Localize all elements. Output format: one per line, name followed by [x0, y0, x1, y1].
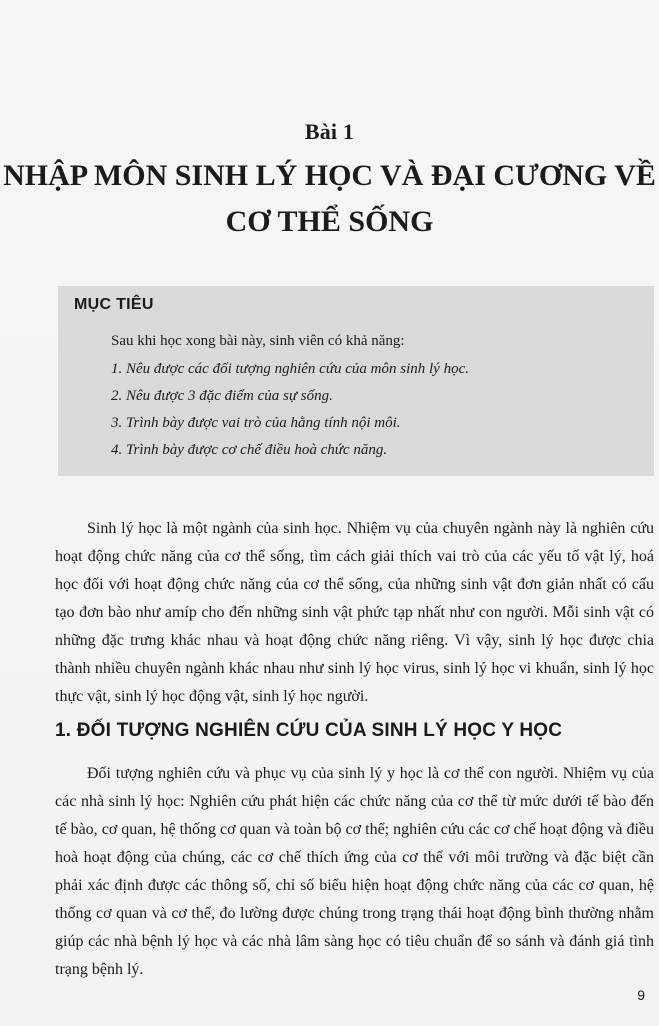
chapter-title: NHẬP MÔN SINH LÝ HỌC VÀ ĐẠI CƯƠNG VỀ CƠ THỂ SỐNG [3, 159, 656, 238]
objective-item: 1. Nêu được các đối tượng nghiên cứu của môn sinh lý học. [111, 361, 469, 377]
intro-paragraph: Sinh lý học là một ngành của sinh học. Nhiệm vụ của chuyên ngành này là nghiên cứu hoạt động chức năng của cơ thể sống, tìm cách giải thích vai trò của các yếu tố vật lý, hoá học đối với hoạt động chức năng của cơ thể sống, của những sinh vật đơn giản nhất có cấu tạo đơn bào như amíp cho đến những sinh vật phức tạp nhất như con người. Mỗi sinh vật có những đặc trưng khác nhau và hoạt động chức năng riêng. Vì vậy, sinh lý học được chia thành nhiều chuyên ngành khác nhau như sinh lý học virus, sinh lý học vi khuẩn, sinh lý học thực vật, sinh lý học động vật, sinh lý học người. [55, 520, 654, 705]
section-paragraph: Đối tượng nghiên cứu và phục vụ của sinh lý y học là cơ thể con người. Nhiệm vụ của các nhà sinh lý học: Nghiên cứu phát hiện các chức năng của cơ thể từ mức dưới tế bào đến tế bào, cơ quan, hệ thống cơ quan và toàn bộ cơ thể; nghiên cứu các cơ chế hoạt động và điều hoà hoạt động của chúng, các cơ chế thích ứng của cơ thể với môi trường và đặc biệt cần phải xác định được các thông số, chỉ số biểu hiện hoạt động chức năng của các cơ quan, hệ thống cơ quan và cơ thể, đo lường được chúng trong trạng thái hoạt động bình thường nhằm giúp các nhà bệnh lý học và các nhà lâm sàng học có tiêu chuẩn để so sánh và đánh giá tình trạng bệnh lý. [55, 765, 654, 978]
objective-item: 4. Trình bày được cơ chế điều hoà chức năng. [111, 442, 388, 458]
chapter-label: Bài 1 [304, 119, 355, 144]
objectives-box [58, 286, 654, 476]
objective-item: 3. Trình bày được vai trò của hằng tính nội môi. [111, 415, 401, 431]
objectives-heading: MỤC TIÊU [74, 296, 154, 313]
objectives-intro: Sau khi học xong bài này, sinh viên có khả năng: [111, 333, 405, 349]
objectives-list [111, 356, 640, 464]
objective-item: 2. Nêu được 3 đặc điểm của sự sống. [111, 388, 333, 404]
page-number: 9 [637, 987, 645, 1003]
section-heading: 1. ĐỐI TƯỢNG NGHIÊN CỨU CỦA SINH LÝ HỌC Y HỌC [55, 720, 563, 741]
